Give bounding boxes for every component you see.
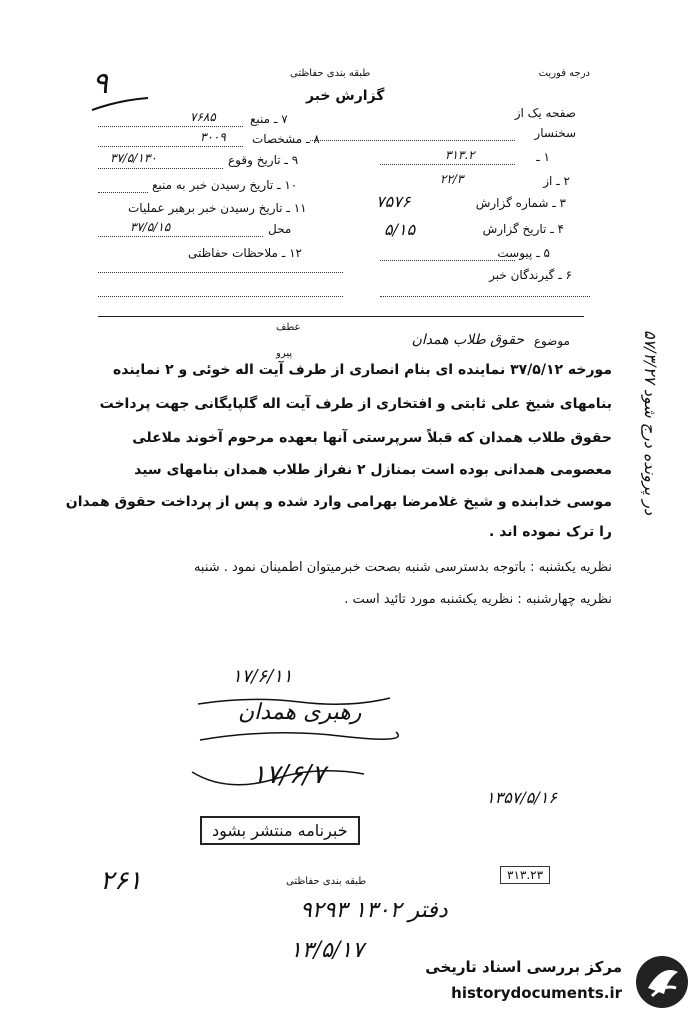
- subject-label: موضوع: [533, 334, 570, 348]
- field-security-notes-label: ۱۲ ـ ملاحظات حفاظتی: [188, 246, 302, 260]
- body-line: مورخه ۳۷/۵/۱۲ نماینده ای بنام انصاری از طرف آیت اله خوئی و ۲ نماینده: [113, 362, 612, 378]
- dotted-line: [310, 140, 515, 141]
- opinion-line: نظریه چهارشنبه : نظریه یکشنبه مورد تائید است .: [344, 592, 612, 607]
- page-number: ۲۶۱: [100, 866, 142, 896]
- field-1-label: ۱ ـ: [536, 150, 550, 164]
- body-line: حقوق طلاب همدان که قبلاً سرپرستی آنها بعهده مرحوم آخوند ملاعلی: [132, 430, 612, 446]
- margin-note: در پرونده درج شود ۵۷/۳/۲۷: [641, 330, 660, 516]
- signature-date: ۱۷/۶/۱۱: [232, 666, 293, 687]
- dotted-line: [380, 296, 590, 297]
- security-label-bottom: طبقه بندی حفاظتی: [286, 876, 367, 887]
- body-line: بنامهای شیخ علی ثابتی و افتخاری از طرف آیت اله گلپایگانی جهت پرداخت: [99, 396, 612, 412]
- field-attachment-label: ۵ ـ پیوست: [497, 246, 550, 260]
- archive-logo-icon: [634, 954, 690, 1010]
- field-2-label: ۲ ـ از: [543, 174, 570, 188]
- subject-text: حقوق طلاب همدان: [411, 332, 524, 348]
- dotted-line: [98, 236, 263, 237]
- field-event-date-label: ۹ ـ تاریخ وقوع: [228, 153, 299, 167]
- field-place-value: ۳۷/۵/۱۵: [130, 220, 171, 234]
- field-2-value: ۲۲/۳: [440, 172, 464, 186]
- watermark: [380, 948, 698, 1016]
- watermark-title: مرکز بررسی اسناد تاریخی: [425, 958, 622, 976]
- field-report-date-label: ۴ ـ تاریخ گزارش: [482, 222, 564, 236]
- security-label: طبقه بندی حفاظتی: [290, 68, 371, 79]
- field-report-number-label: ۳ ـ شماره گزارش: [475, 196, 566, 210]
- field-source-label: ۷ ـ منبع: [250, 112, 288, 126]
- body-line: موسی خدابنده و شیخ غلامرضا بهرامی وارد شده و پس از پرداخت حقوق همدان: [65, 494, 612, 510]
- distribution-stamp: خبرنامه منتشر بشود: [200, 816, 360, 845]
- field-1-value: ۳۱۳.۲: [445, 148, 475, 162]
- signature-name: رهبری همدان: [238, 700, 362, 725]
- stamp-date: ۱۳۵۷/۵/۱۶: [486, 788, 557, 807]
- classification-label: درجه فوریت: [538, 68, 590, 79]
- dotted-line: [98, 146, 243, 147]
- section-divider: [98, 316, 584, 317]
- signature-scribble-icon: [190, 688, 400, 748]
- opinion-line: نظریه یکشنبه : باتوجه بدسترسی شنبه بصحت خبرمیتوان اطمینان نمود . شنبه: [193, 560, 612, 575]
- dotted-line: [380, 260, 515, 261]
- dotted-line: [98, 296, 343, 297]
- dotted-line: [98, 272, 343, 273]
- report-title: گزارش خبر: [306, 88, 385, 104]
- subject-side-note-bottom: پیرو: [276, 348, 293, 359]
- field-event-date-value: ۳۷/۵/۱۳۰: [110, 151, 157, 165]
- subject-side-note-top: عطف: [276, 322, 301, 333]
- field-specs-value: ۳۰۰۹: [200, 130, 226, 144]
- dotted-line: [98, 192, 148, 193]
- field-specs-label: ۸ ـ مشخصات: [252, 132, 320, 146]
- field-report-number-value: ۷۵۷۶: [376, 192, 411, 211]
- watermark-url: historydocuments.ir: [451, 984, 622, 1002]
- body-line: معصومی همدانی بوده است بمنازل ۲ نفراز طلاب همدان بنامهای سید: [134, 462, 612, 478]
- field-report-date-value: ۵/۱۵: [384, 220, 416, 239]
- field-page-label: صفحه یک از: [514, 106, 576, 120]
- field-recipients-label: ۶ ـ گیرندگان خبر: [489, 268, 572, 282]
- signature-number: ۱۷/۶/۷: [252, 760, 326, 790]
- reference-box: ۳۱۳.۲۳: [500, 866, 550, 884]
- field-file-label: سخنسار: [534, 126, 576, 140]
- corner-underline-icon: [90, 96, 150, 116]
- signature-swoosh-icon: [188, 748, 368, 798]
- body-line: را ترک نموده اند .: [489, 524, 612, 540]
- dotted-line: [98, 168, 223, 169]
- corner-number: ۹: [92, 66, 109, 101]
- field-source-value: ۷۶۸۵: [190, 110, 216, 124]
- dotted-line: [98, 126, 243, 127]
- field-received-leader-label: ۱۱ ـ تاریخ رسیدن خبر برهبر عملیات: [128, 201, 307, 215]
- reference-text: دفتر ۱۳۰۲ ۹۲۹۳: [300, 898, 448, 923]
- field-place-label: محل: [268, 222, 292, 236]
- field-received-source-label: ۱۰ ـ تاریخ رسیدن خبر به منبع: [152, 178, 298, 192]
- reference-date: ۱۳/۵/۱۷: [290, 938, 364, 963]
- dotted-line: [380, 164, 515, 165]
